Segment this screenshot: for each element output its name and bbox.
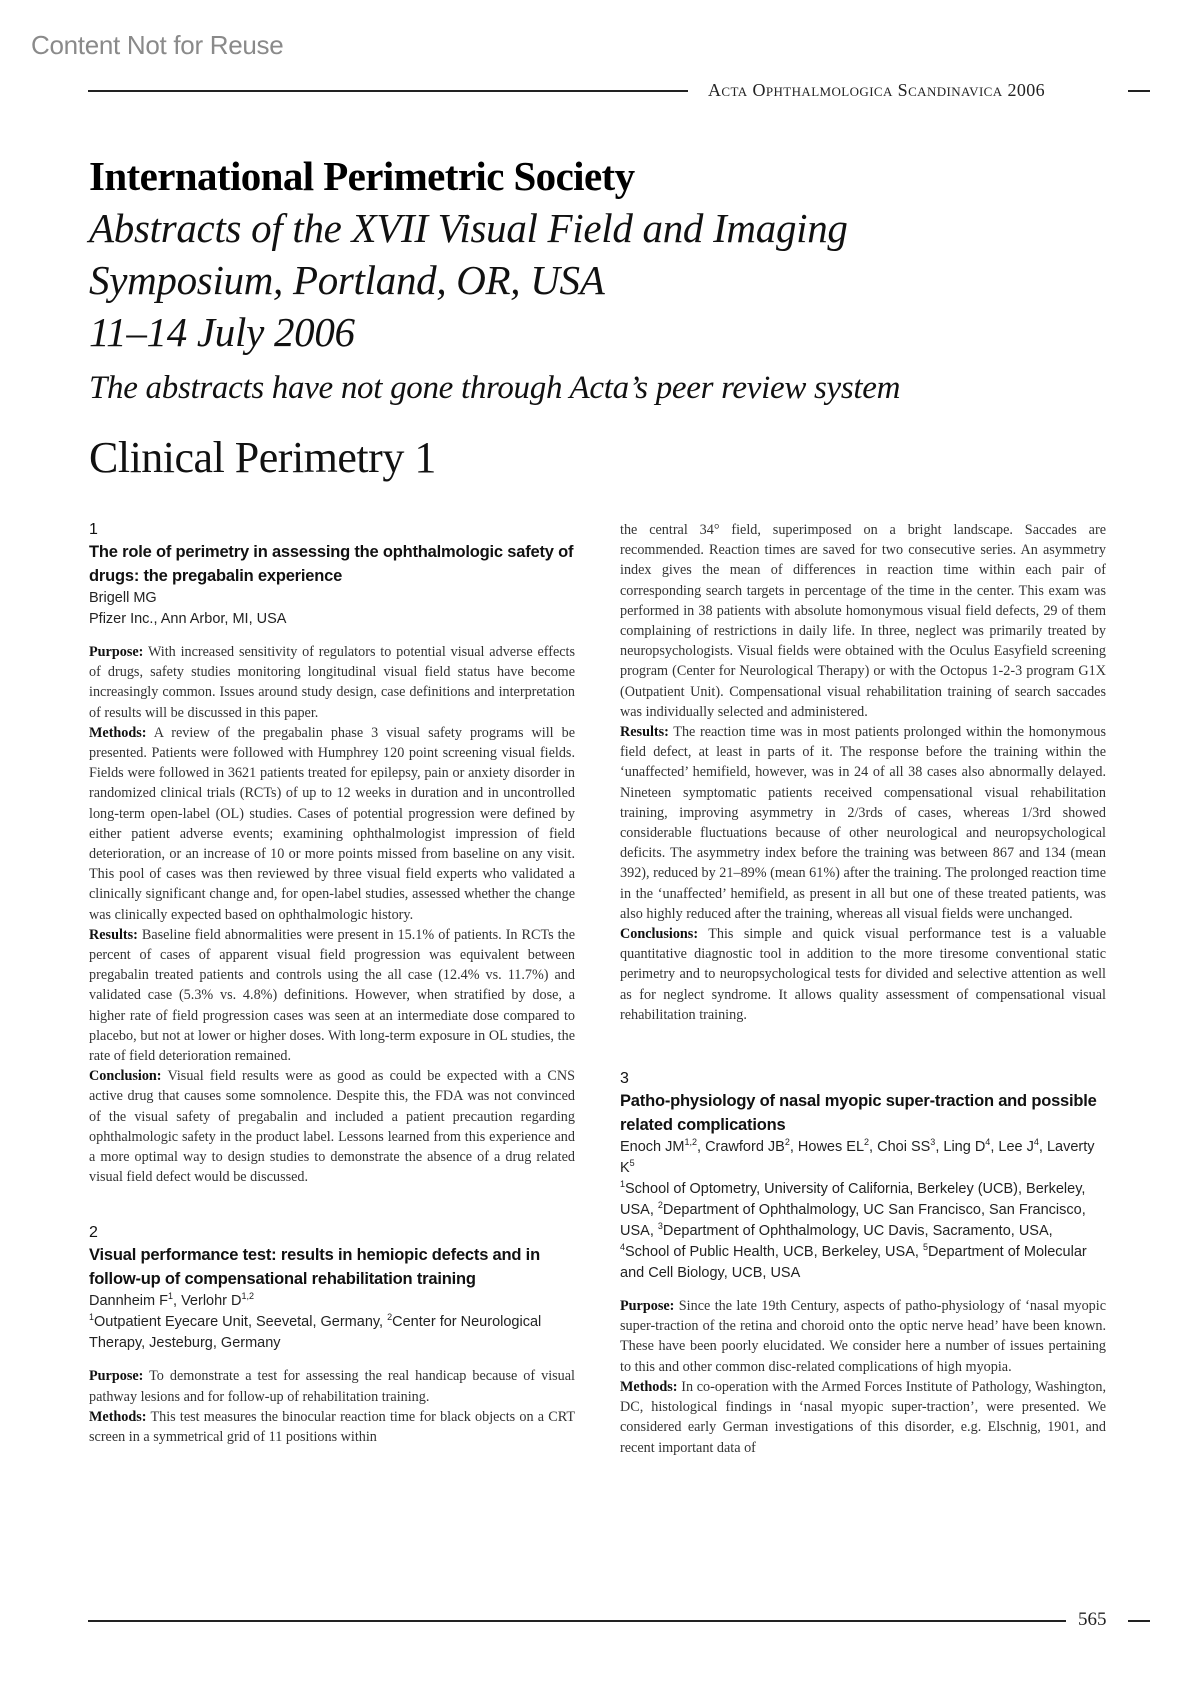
section-text: The reaction time was in most patients prolonged within the homonymous field defect, at least in parts of it. The response before the training within the ‘unaffected’ hemifield, however, was in 24 of all 38 cases also abnormally delayed. Nineteen symptomatic patients received compensational visual rehabilitation training, improving asymmetry in 2/3rds of cases, whereas 1/3rd showed considerable fluctuations because of other neurological and neuropsychological deficits. The asymmetry index before the training was between 867 and 134 (mean 392), reduced by 21–89% (mean 61%) after the training. The prolonged reaction time in the ‘unaffected’ hemifield, as present in all but one of these treated patients, was also highly reduced after the training, whereas all visual fields were unchanged. <box>620 724 1106 922</box>
abstract-number: 3 <box>620 1070 629 1088</box>
abstract-title: Patho-physiology of nasal myopic super-traction and possible related complications <box>620 1092 1097 1135</box>
author-name: Verlohr D <box>181 1293 242 1310</box>
affil-text: School of Optometry, University of California, Berkeley (UCB), Berkeley, USA, <box>620 1181 1086 1219</box>
journal-name: Acta Ophthalmologica Scandinavica 2006 <box>708 80 1046 100</box>
abstract-conclusions <box>620 924 1106 1025</box>
affil-text: Center for Neurological Therapy, Jesteburg, Germany <box>89 1314 542 1352</box>
author-name: Ling D <box>943 1139 986 1156</box>
right-column <box>620 520 1106 1458</box>
symposium-dates: 11–14 July 2006 <box>89 309 355 355</box>
abstract-title: Visual performance test: results in hemiopic defects and in follow-up of compensational rehabilitation training <box>89 1246 540 1289</box>
author-sup: 2 <box>784 1137 790 1148</box>
abstract-purpose <box>89 642 575 723</box>
abstract-authors: Dannheim $F^1$, Verlohr D$^{1,2}$ <box>89 1291 255 1310</box>
author-sup: 2 <box>864 1137 870 1148</box>
symposium-title-line2: Symposium, Portland, OR, USA <box>89 257 605 303</box>
page-footer <box>88 1610 1150 1632</box>
abstract-1 <box>89 520 575 1187</box>
running-head <box>88 80 1150 102</box>
author-sup: 5 <box>629 1158 635 1169</box>
abstract-number: 2 <box>89 1224 98 1242</box>
abstract-3 <box>620 1069 1106 1458</box>
abstract-results <box>89 925 575 1066</box>
section-label: Results: <box>89 926 138 943</box>
section-label: Results: <box>620 724 669 741</box>
watermark-text: Content Not for Reuse <box>31 30 284 60</box>
peer-review-note: The abstracts have not gone through Acta’s peer review system <box>89 370 901 406</box>
author-sup: 1,2 <box>684 1137 697 1148</box>
affil-sup: 4 <box>620 1242 626 1253</box>
section-label: Purpose: <box>89 1368 144 1385</box>
author-name: Howes EL <box>797 1139 865 1156</box>
footer-dash <box>1128 1620 1150 1622</box>
affil-sup: 3 <box>657 1221 663 1232</box>
abstract-purpose <box>89 1366 575 1406</box>
abstract-affiliation: Pfizer Inc., Ann Arbor, MI, USA <box>89 611 287 627</box>
section-label: Purpose: <box>89 644 144 660</box>
affil-text: Department of Ophthalmology, UC Davis, Sacramento, USA, <box>662 1223 1053 1240</box>
masthead <box>89 150 1119 486</box>
section-label: Methods: <box>89 724 147 741</box>
author-name: Laverty K <box>620 1139 1095 1177</box>
affil-sup: 5 <box>922 1242 928 1253</box>
author-name: Dannheim F <box>89 1293 168 1310</box>
section-heading: Clinical Perimetry 1 <box>89 433 436 482</box>
abstract-2 <box>89 1223 575 1447</box>
section-text: With increased sensitivity of regulators to potential visual adverse effects of drugs, safety studies monitoring longitudinal visual field status have become increasingly common. Issues around study design, case definitions and interpretation of results will be discussed in this paper. <box>89 644 575 721</box>
author-name: Crawford JB <box>705 1139 785 1156</box>
header-rule <box>88 90 688 92</box>
abstract-methods <box>89 723 575 925</box>
abstract-title: The role of perimetry in assessing the ophthalmologic safety of drugs: the pregabalin experience <box>89 543 574 585</box>
author-name: Choi SS <box>877 1139 931 1156</box>
section-text: This simple and quick visual performance test is a valuable quantitative diagnostic tool in addition to the more tiresome conventional static perimetry and to neuropsychological tests for divided and selective attention as well as for neglect syndrome. It allows quality assessment of compensational visual rehabilitation training. <box>620 926 1106 1023</box>
abstract-methods <box>620 1377 1106 1458</box>
author-name: Lee J <box>998 1139 1034 1156</box>
abstract-methods-part1 <box>89 1407 575 1447</box>
affil-text: Department of Ophthalmology, UC San Francisco, San Francisco, USA, <box>620 1202 1086 1240</box>
section-text: This test measures the binocular reaction time for black objects on a CRT screen in a symmetrical grid of 11 positions within <box>89 1408 575 1446</box>
abstract-authors: Brigell MG <box>89 590 157 606</box>
section-label: Purpose: <box>620 1298 675 1315</box>
section-text: Visual field results were as good as could be expected with a CNS active drug that causes some somnolence. Despite this, the FDA was not convinced of the visual safety of pregabalin and included a patient precaution regarding ophthalmologic safety in the product label. Lessons learned from this experience and a more optimal way to design studies to demonstrate the absence of a drug related visual field defect would be discussed. <box>89 1068 575 1186</box>
section-text: Since the late 19th Century, aspects of patho-physiology of ‘nasal myopic super-traction of the retina and choroid onto the optic nerve head’ have been known. These have been poorly elucidated. We consider here a number of issues pertaining to this and other common disc-related complications of high myopia. <box>620 1298 1106 1375</box>
author-sup: 3 <box>930 1137 936 1148</box>
abstract-2-continued <box>620 520 1106 1025</box>
affil-sup: 2 <box>657 1200 663 1211</box>
author-name: Enoch JM <box>620 1139 685 1156</box>
section-text: Baseline field abnormalities were present in 15.1% of patients. In RCTs the percent of cases of apparent visual field progression was equivalent between pregabalin treated patients and controls using the all case (12.4% vs. 11.7%) and validated case (5.3% vs. 4.8%) definitions. However, when stratified by dose, a higher rate of field progression cases was seen at an intermediate dose compared to placebo, but not at lower or higher doses. With long-term exposure in OL studies, the rate of field deterioration remained. <box>89 926 575 1065</box>
abstract-authors: Enoch JM$^{1,2}$, Crawford $JB^2$, Howes $EL^2$, Choi $SS^3$, Ling $D^4$, Lee $J^4$, Laverty $K^5$ <box>620 1137 1095 1177</box>
page-number: 565 <box>1078 1609 1107 1630</box>
section-label: Methods: <box>89 1408 147 1425</box>
symposium-title-line1: Abstracts of the XVII Visual Field and Imaging <box>89 205 848 251</box>
section-label: Methods: <box>620 1378 678 1395</box>
society-title: International Perimetric Society <box>89 153 635 199</box>
header-dash <box>1128 90 1150 92</box>
abstract-purpose <box>620 1296 1106 1377</box>
author-sup: 4 <box>985 1137 991 1148</box>
affil-sup: 2 <box>387 1312 393 1323</box>
author-sup: 4 <box>1033 1137 1039 1148</box>
affil-text: Department of Molecular and Cell Biology, UCB, USA <box>620 1244 1087 1282</box>
abstract-results <box>620 722 1106 924</box>
section-text: A review of the pregabalin phase 3 visual safety programs will be presented. Patients were followed with Humphrey 120 point screening visual fields. Fields were followed in 3621 patients treated for epilepsy, pain or anxiety disorder in randomized clinical trials (RCTs) of up to 12 weeks in duration and in uncontrolled long-term open-label (OL) studies. Cases of potential progression were defined by either patient adverse events; examining ophthalmologist impression of field deterioration, or an increase of 10 or more points missed from baseline on any visit. This pool of cases was then reviewed by three visual field experts who validated a clinically significant change and, for open-label studies, assessed whether the change was clinically expected based on ophthalmologic history. <box>89 724 575 923</box>
abstract-affiliation <box>620 1179 1106 1284</box>
section-label: Conclusion: <box>89 1068 162 1085</box>
affil-sup: 1 <box>89 1312 95 1323</box>
affil-text: Outpatient Eyecare Unit, Seevetal, Germany, <box>94 1314 388 1331</box>
abstract-number: 1 <box>89 521 98 538</box>
author-sup: 1 <box>167 1291 173 1302</box>
section-text: In co-operation with the Armed Forces Institute of Pathology, Washington, DC, histological findings in ‘nasal myopic super-traction’, were presented. We considered early German investigations of this disorder, e.g. Elschnig, 1901, and recent important data of <box>620 1378 1106 1456</box>
abstract-methods-part2: the central 34° field, superimposed on a bright landscape. Saccades are recommended. Reaction times are saved for two consecutive series. An asymmetry index gives the mean of differences in reaction time within each pair of corresponding search targets in percentage of the time in the center. This exam was performed in 38 patients with absolute homonymous visual field defects, 29 of them complaining of restrictions in daily life. In three, neglect was primarily treated by neuropsychologists. Visual fields were obtained with the Oculus Easyfield screening program (Center for Neurological Therapy) or with the Octopus 1-2-3 program G1X (Outpatient Unit). Compensational visual rehabilitation training of search saccades was individually selected and administered. <box>620 522 1106 720</box>
footer-rule <box>88 1620 1066 1622</box>
section-text: To demonstrate a test for assessing the real handicap because of visual pathway lesions and for follow-up of rehabilitation training. <box>89 1368 575 1405</box>
abstract-affiliation <box>89 1312 575 1354</box>
left-column <box>89 520 575 1447</box>
abstract-conclusion <box>89 1066 575 1187</box>
section-label: Conclusions: <box>620 926 699 943</box>
affil-text: School of Public Health, UCB, Berkeley, USA, <box>625 1244 923 1261</box>
author-sup: 1,2 <box>241 1291 255 1302</box>
affil-sup: 1 <box>620 1179 626 1190</box>
